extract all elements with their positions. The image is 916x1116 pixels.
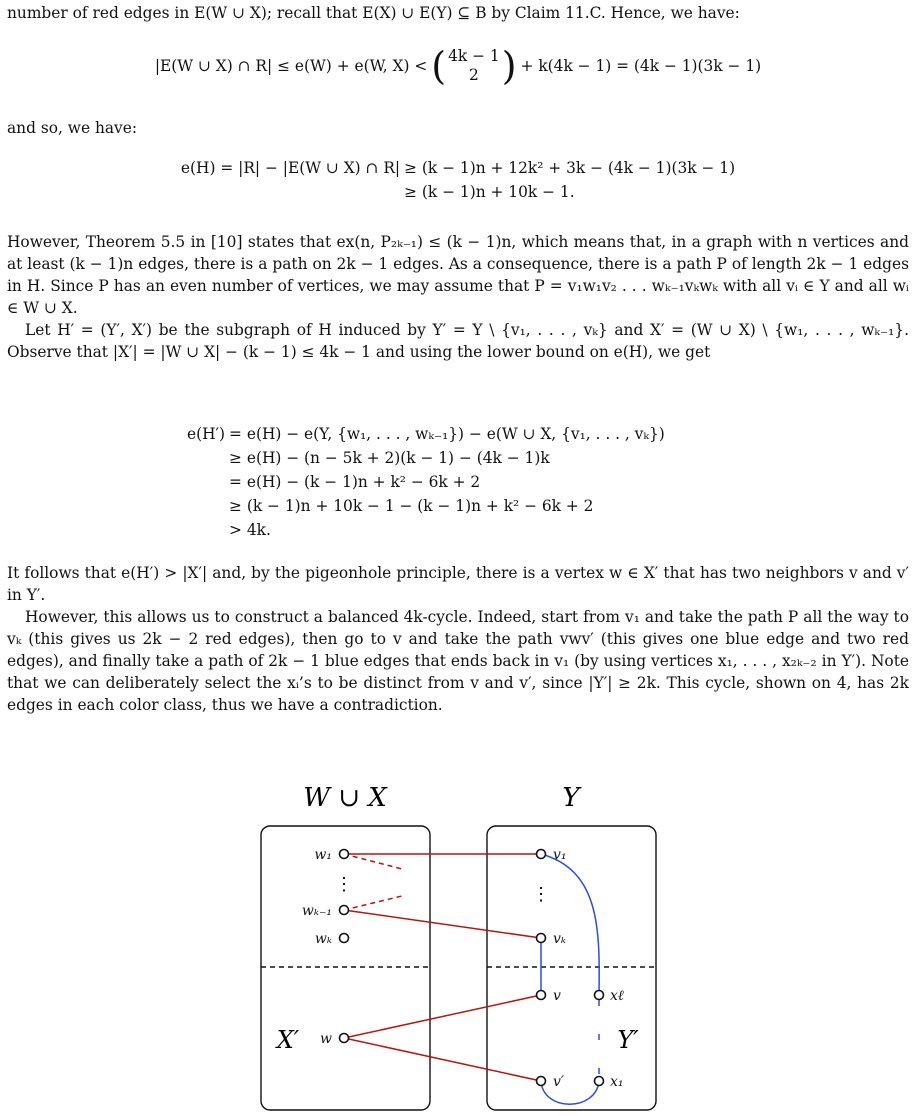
label-x1: x₁: [610, 1074, 624, 1090]
vertex-v: [537, 991, 546, 1000]
equation-row-rhs: > 4k.: [229, 521, 271, 539]
label-v1: v₁: [553, 847, 567, 863]
binomial: ( 4k − 1 2 ): [431, 44, 517, 88]
paragraph-theorem: However, Theorem 5.5 in [10] states that ex(n, P₂ₖ₋₁) ≤ (k − 1)n, which means that, in a graph with n vertices and at least (k − 1)n edges, there is a path on 2k − 1 edges. As a consequence, there is a path P of length 2k − 1 edges in H. Since P has an even number of vertices, we may assume that P = v₁w₁v₂ . . . wₖ₋₁vₖwₖ with all vᵢ ∈ Y and all wᵢ ∈ W ∪ X.: [7, 233, 909, 317]
vertex-wk1: [340, 906, 349, 915]
edge-v1-xl: [541, 854, 599, 995]
vertex-wk: [340, 934, 349, 943]
figure-title-left: W ∪ X: [303, 783, 387, 813]
equation-row-lhs: e(H′): [187, 425, 226, 443]
label-wk1: wₖ₋₁: [301, 903, 332, 919]
label-xl: xℓ: [610, 988, 624, 1004]
label-vprime: v′: [553, 1074, 565, 1090]
edge-vprime-x1: [541, 1081, 599, 1104]
vdots-right: ⋮: [532, 884, 550, 905]
equation-row-rhs: ≥ (k − 1)n + 12k² + 3k − (4k − 1)(3k − 1): [404, 159, 736, 177]
label-v: v: [553, 988, 561, 1004]
equation-row-rhs: ≥ (k − 1)n + 10k − 1 − (k − 1)n + k² − 6k + 2: [229, 497, 594, 515]
equation-row-rhs: ≥ (k − 1)n + 10k − 1.: [404, 183, 575, 201]
vertex-w1: [340, 850, 349, 859]
equation-row-lhs: e(H) = |R| − |E(W ∪ X) ∩ R|: [180, 159, 401, 177]
label-w1: w₁: [314, 847, 332, 863]
edge-wk1-vk: [344, 910, 541, 938]
label-w: w: [320, 1031, 332, 1047]
vdots-left: ⋮: [335, 874, 353, 895]
equation-row-rhs: ≥ e(H) − (n − 5k + 2)(k − 1) − (4k − 1)k: [229, 449, 550, 467]
paragraph-intro: number of red edges in E(W ∪ X); recall that E(X) ∪ E(Y) ⊆ B by Claim 11.C. Hence, we have:: [7, 4, 740, 22]
vertex-vprime: [537, 1077, 546, 1086]
paragraph-subgraph: Let H′ = (Y′, X′) be the subgraph of H induced by Y′ = Y \ {v₁, . . . , vₖ} and X′ = (W ∪ X) \ {w₁, . . . , wₖ₋₁}. Observe that |X′| = |W ∪ X| − (k − 1) ≤ 4k − 1 and using the lower bound on e(H), we get: [7, 321, 909, 361]
vertex-xl: [595, 991, 604, 1000]
left-box: [261, 826, 430, 1110]
vertex-v1: [537, 850, 546, 859]
equation-row-rhs: = e(H) − e(Y, {w₁, . . . , wₖ₋₁}) − e(W ∪ X, {v₁, . . . , vₖ}): [229, 425, 665, 443]
label-wk: wₖ: [314, 931, 332, 947]
right-box: [487, 826, 656, 1110]
figure-title-right: Y: [562, 783, 580, 813]
paragraph-cycle: However, this allows us to construct a balanced 4k-cycle. Indeed, start from v₁ and take the path P all the way to vₖ (this gives us 2k − 2 red edges), then go to v and take the path vwv′ (this gives one blue edge and two red edges), and finally take a path of 2k − 1 blue edges that ends back in v₁ (by using vertices x₁, . . . , x₂ₖ₋₂ in Y′). Note that we can deliberately select the xᵢ’s to be distinct from v and v′, since |Y′| ≥ 2k. This cycle, shown on 4, has 2k edges in each color class, thus we have a contradiction.: [7, 608, 909, 714]
binomial-bottom: 2: [469, 66, 479, 84]
vertex-vk: [537, 934, 546, 943]
vertex-x1: [595, 1077, 604, 1086]
dashed-red-edge: [344, 854, 402, 869]
label-xprime: X′: [276, 1026, 300, 1054]
paragraph-pigeonhole: It follows that e(H′) > |X′| and, by the pigeonhole principle, there is a vertex w ∈ X′ that has two neighbors v and v′ in Y′.: [7, 564, 909, 604]
equation-row-rhs: = e(H) − (k − 1)n + k² − 6k + 2: [229, 473, 481, 491]
label-yprime: Y′: [617, 1026, 639, 1054]
edge-w-v: [344, 995, 541, 1038]
equation-1-rhs: + k(4k − 1) = (4k − 1)(3k − 1): [520, 57, 762, 75]
edge-w-vprime: [344, 1038, 541, 1081]
equation-1-lhs: |E(W ∪ X) ∩ R| ≤ e(W) + e(W, X) <: [154, 57, 428, 75]
vertex-w: [340, 1034, 349, 1043]
label-vk: vₖ: [553, 931, 567, 947]
dashed-red-edge: [344, 896, 402, 910]
paragraph-and-so: and so, we have:: [7, 119, 138, 137]
binomial-top: 4k − 1: [448, 47, 500, 65]
